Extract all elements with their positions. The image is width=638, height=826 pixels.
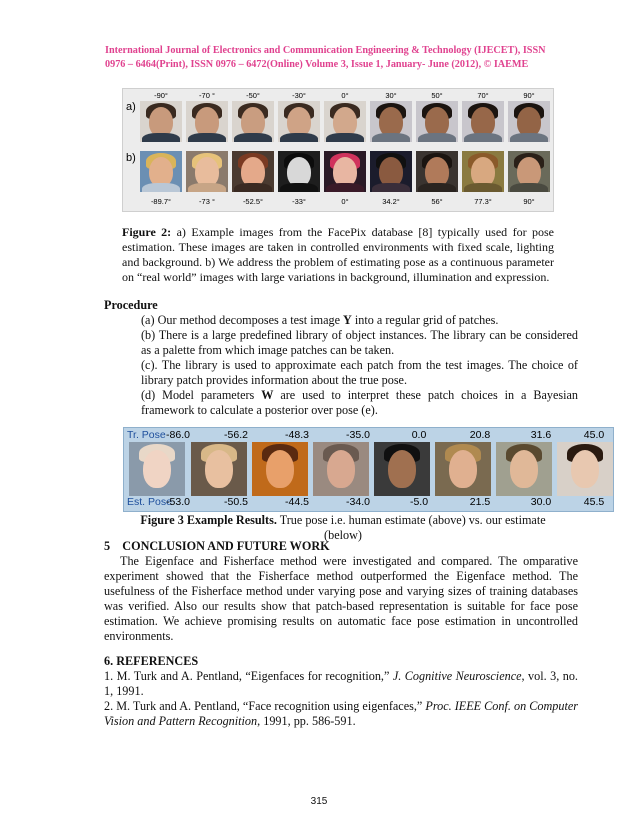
figure-3-caption-line-1 [118, 513, 568, 528]
est-pose-value: -53.0 [166, 496, 190, 508]
face-photo [186, 151, 228, 192]
row-a-angle: -50° [246, 91, 260, 100]
references-heading: 6. REFERENCES [104, 654, 199, 668]
procedure-list [141, 313, 578, 418]
true-pose-value: -48.3 [285, 429, 309, 441]
result-face-photo [435, 442, 491, 496]
true-pose-value: -86.0 [166, 429, 190, 441]
row-a-angle: -90° [154, 91, 168, 100]
face-photo [186, 101, 228, 142]
row-b-label: b) [126, 152, 136, 164]
procedure-a-text-end: into a regular grid of patches. [351, 313, 499, 327]
procedure-item-c: (c). The library is used to approximate each patch from the test images. The choice of library patch provides information about the true pose. [141, 358, 578, 387]
true-pose-value: 20.8 [469, 429, 491, 441]
reference-1-authors: 1. M. Turk and A. Pentland, “Eigenfaces for recognition,” [104, 669, 393, 683]
face-photo [462, 151, 504, 192]
section-5-heading: 5 CONCLUSION AND FUTURE WORK [104, 539, 330, 553]
row-b-angle: 90° [523, 197, 535, 206]
face-photo [508, 101, 550, 142]
row-a-angle: 90° [523, 91, 535, 100]
true-pose-value: 0.0 [411, 429, 427, 441]
section-5-body: The Eigenface and Fisherface method were investigated and compared. The omparative experiment showed that the Fisherface method outperformed the Eigenface method. The usefulness of the Fisherface method under varying pose and varying sizes of training databases was verified. Also our results show that patch-based representation is suitable for face pose estimation. We achieve promising results on automatic face pose estimation in uncontrolled environments. [104, 554, 578, 643]
procedure-d-text-end: are used to interpret these patch choices in a Bayesian framework to calculate a posterior over pose (e). [141, 388, 578, 417]
est-pose-value: -5.0 [409, 496, 429, 508]
true-pose-value: -56.2 [224, 429, 248, 441]
row-a-angle: 0° [341, 91, 349, 100]
face-photo [370, 101, 412, 142]
face-photo [324, 101, 366, 142]
est-pose-value: -50.5 [224, 496, 248, 508]
face-photo [462, 101, 504, 142]
row-b-angle: 56° [431, 197, 443, 206]
row-a-angle: 70° [477, 91, 489, 100]
figure-2-caption-text: a) Example images from the FacePix database [8] typically used for pose estimation. These images are taken in controlled environments with fixed scale, lighting and background. b) We address the problem of estimating pose as a continuous parameter on “real world” images with large variations in background, illumination and expression. [122, 225, 554, 284]
reference-1-venue: J. Cognitive Neuroscience [392, 669, 522, 683]
est-pose-value: -44.5 [285, 496, 309, 508]
procedure-item-b: (b) There is a large predefined library of object instances. The library can be considered as a palette from which image patches can be taken. [141, 328, 578, 357]
figure-2-label: Figure 2: [122, 225, 172, 239]
row-a-label: a) [126, 101, 136, 113]
reference-2 [104, 699, 578, 729]
row-a-angle: 30° [385, 91, 397, 100]
true-pose-value: 31.6 [530, 429, 552, 441]
face-photo [278, 151, 320, 192]
figure-3-caption-line-2: (below) [324, 528, 362, 542]
figure-3-image [123, 427, 614, 512]
row-a-angle: -70 ° [199, 91, 215, 100]
face-photo [232, 101, 274, 142]
row-b-angle: -73 ° [199, 197, 215, 206]
row-b-angle: -89.7° [150, 197, 172, 206]
face-photo [508, 151, 550, 192]
est-pose-label: Est. Pose [127, 496, 172, 508]
row-a-angle: -30° [292, 91, 306, 100]
reference-1-details: , vol. 3, no. 1, 1991. [104, 669, 578, 698]
procedure-item-d [141, 388, 578, 418]
true-pose-value: 45.0 [583, 429, 605, 441]
reference-2-authors: 2. M. Turk and A. Pentland, “Face recognition using eigenfaces,” [104, 699, 426, 713]
result-face-photo [129, 442, 185, 496]
row-b-angle: 34.2° [382, 197, 400, 206]
procedure-d-symbol: W [261, 388, 274, 402]
true-pose-value: -35.0 [346, 429, 370, 441]
face-photo [416, 101, 458, 142]
figure-2-image [122, 88, 554, 212]
result-face-photo [496, 442, 552, 496]
page-number: 315 [310, 796, 328, 807]
procedure-a-text: (a) Our method decomposes a test image [141, 313, 344, 327]
face-photo [324, 151, 366, 192]
row-b-angle: 77.3° [474, 197, 492, 206]
procedure-title: Procedure [104, 298, 158, 312]
row-a-angle: 50° [431, 91, 443, 100]
est-pose-value: -34.0 [346, 496, 370, 508]
procedure-item-a [141, 313, 578, 328]
reference-1 [104, 669, 578, 699]
face-photo [140, 101, 182, 142]
figure-2-caption [122, 225, 554, 285]
est-pose-value: 30.0 [530, 496, 552, 508]
reference-2-venue: Proc. IEEE Conf. on Computer Vision and Pattern Recognition [104, 699, 578, 728]
true-pose-label: Tr. Pose [127, 429, 166, 441]
face-photo [232, 151, 274, 192]
face-photo [140, 151, 182, 192]
reference-2-details: , 1991, pp. 586-591. [257, 714, 356, 728]
header-line-1: International Journal of Electronics and Communication Engineering & Technology (IJECET), ISSN [105, 45, 546, 56]
est-pose-value: 21.5 [469, 496, 491, 508]
journal-header [105, 44, 565, 72]
figure-3-label: Figure 3 Example Results. [140, 513, 277, 527]
face-photo [416, 151, 458, 192]
row-b-angle: 0° [341, 197, 349, 206]
row-b-angle: -33° [292, 197, 306, 206]
header-line-2: 0976 – 6464(Print), ISSN 0976 – 6472(Online) Volume 3, Issue 1, January- June (2012), © IAEME [105, 59, 529, 70]
result-face-photo [557, 442, 613, 496]
result-face-photo [374, 442, 430, 496]
procedure-d-text: (d) Model parameters [141, 388, 262, 402]
face-photo [370, 151, 412, 192]
result-face-photo [252, 442, 308, 496]
result-face-photo [191, 442, 247, 496]
result-face-photo [313, 442, 369, 496]
procedure-a-symbol: Y [343, 313, 352, 327]
face-photo [278, 101, 320, 142]
est-pose-value: 45.5 [583, 496, 605, 508]
figure-3-caption-text: True pose i.e. human estimate (above) vs. our estimate [276, 513, 546, 527]
row-b-angle: -52.5° [242, 197, 264, 206]
